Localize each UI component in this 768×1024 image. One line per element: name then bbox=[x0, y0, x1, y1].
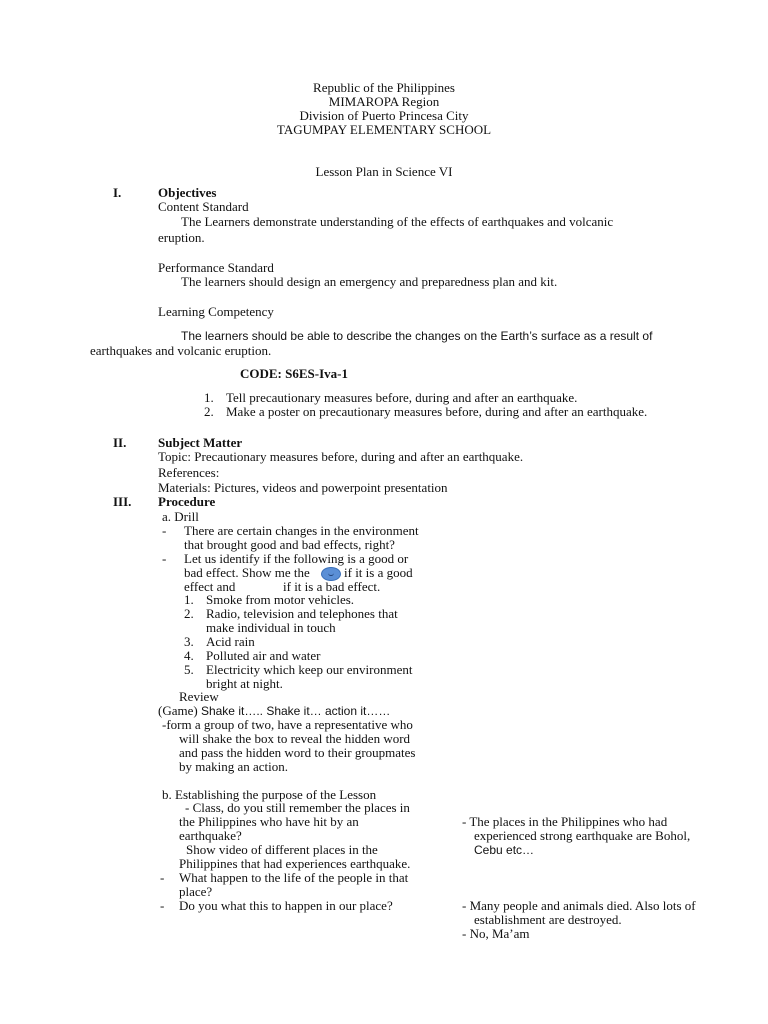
header-school: TAGUMPAY ELEMENTARY SCHOOL bbox=[276, 122, 492, 137]
performance-standard-label: Performance Standard bbox=[158, 260, 274, 275]
subject-materials: Materials: Pictures, videos and powerpoint presentation bbox=[158, 480, 448, 495]
subject-matter-numeral: II. bbox=[113, 435, 127, 450]
purpose-text-5: Philippines that had experiences earthquake. bbox=[179, 856, 411, 871]
effect-item-num-1: 1. bbox=[184, 592, 194, 607]
objective-item-num-1: 1. bbox=[204, 390, 214, 405]
learning-competency-label: Learning Competency bbox=[158, 304, 274, 319]
answer-1b: experienced strong earthquake are Bohol, bbox=[474, 828, 691, 843]
effect-item-2-cont: make individual in touch bbox=[206, 620, 336, 635]
answer-2b: establishment are destroyed. bbox=[474, 912, 622, 927]
performance-standard-text: The learners should design an emergency and preparedness plan and kit. bbox=[181, 274, 558, 289]
review-label: Review bbox=[179, 689, 219, 704]
subject-topic: Topic: Precautionary measures before, during and after an earthquake. bbox=[158, 449, 524, 464]
drill-text-2a: Let us identify if the following is a good or bbox=[184, 551, 409, 566]
drill-dash-2: - bbox=[162, 551, 167, 566]
drill-label: a. Drill bbox=[162, 509, 199, 524]
objective-item-1: Tell precautionary measures before, during and after an earthquake. bbox=[226, 390, 578, 405]
drill-text-2b-post: if it is a good bbox=[344, 565, 413, 580]
content-standard-text-cont: eruption. bbox=[158, 230, 205, 245]
drill-text-1a: There are certain changes in the environment bbox=[184, 523, 419, 538]
effect-item-2: Radio, television and telephones that bbox=[206, 606, 398, 621]
document-title: Lesson Plan in Science VI bbox=[315, 164, 453, 179]
purpose-label: b. Establishing the purpose of the Lesson bbox=[162, 787, 377, 802]
purpose-text-1: - Class, do you still remember the places in bbox=[185, 800, 410, 815]
objective-item-2: Make a poster on precautionary measures before, during and after an earthquake. bbox=[226, 404, 648, 419]
drill-text-2b-pre: bad effect. Show me the bbox=[184, 565, 310, 580]
learning-competency-text: The learners should be able to describe the changes on the Earth’s surface as a result of bbox=[181, 329, 653, 343]
drill-dash-1: - bbox=[162, 523, 167, 538]
content-standard-label: Content Standard bbox=[158, 199, 249, 214]
effect-item-1: Smoke from motor vehicles. bbox=[206, 592, 355, 607]
effect-item-5: Electricity which keep our environment bbox=[206, 662, 413, 677]
header-republic: Republic of the Philippines bbox=[313, 80, 455, 95]
game-prefix: (Game) bbox=[158, 703, 201, 718]
effect-item-num-3: 3. bbox=[184, 634, 194, 649]
effect-item-5-cont: bright at night. bbox=[206, 676, 283, 691]
purpose-dash-6: - bbox=[160, 870, 165, 885]
purpose-text-3: earthquake? bbox=[179, 828, 242, 843]
header-region: MIMAROPA Region bbox=[328, 94, 440, 109]
effect-item-num-5: 5. bbox=[184, 662, 194, 677]
drill-text-2c-post: if it is a bad effect. bbox=[283, 579, 381, 594]
subject-references: References: bbox=[158, 465, 220, 480]
purpose-text-7: Do you what this to happen in our place? bbox=[179, 898, 393, 913]
effect-item-4: Polluted air and water bbox=[206, 648, 321, 663]
purpose-text-6a: What happen to the life of the people in that bbox=[179, 870, 409, 885]
content-standard-text: The Learners demonstrate understanding of the effects of earthquakes and volcanic bbox=[181, 214, 614, 229]
objectives-numeral: I. bbox=[113, 185, 122, 200]
game-title: Shake it….. Shake it… action it…… bbox=[200, 704, 391, 718]
subject-matter-heading: Subject Matter bbox=[158, 435, 243, 450]
answer-1c: Cebu etc… bbox=[474, 843, 535, 857]
effect-item-num-4: 4. bbox=[184, 648, 194, 663]
drill-text-1b: that brought good and bad effects, right? bbox=[184, 537, 395, 552]
game-text-4: by making an action. bbox=[179, 759, 289, 774]
drill-text-2c-pre: effect and bbox=[184, 579, 236, 594]
procedure-numeral: III. bbox=[113, 494, 132, 509]
answer-1a: - The places in the Philippines who had bbox=[462, 814, 668, 829]
purpose-text-2: the Philippines who have hit by an bbox=[179, 814, 359, 829]
effect-item-num-2: 2. bbox=[184, 606, 194, 621]
purpose-dash-7: - bbox=[160, 898, 165, 913]
procedure-heading: Procedure bbox=[158, 494, 216, 509]
game-text-1: -form a group of two, have a representative who bbox=[162, 717, 413, 732]
answer-3: - No, Ma’am bbox=[462, 926, 530, 941]
header-division: Division of Puerto Princesa City bbox=[299, 108, 469, 123]
game-line bbox=[158, 704, 390, 718]
learning-competency-text-cont: earthquakes and volcanic eruption. bbox=[90, 343, 272, 358]
game-text-2: will shake the box to reveal the hidden word bbox=[179, 731, 411, 746]
objectives-heading: Objectives bbox=[158, 185, 217, 200]
game-text-3: and pass the hidden word to their groupmates bbox=[179, 745, 416, 760]
purpose-text-6b: place? bbox=[179, 884, 213, 899]
answer-2a: - Many people and animals died. Also lots of bbox=[462, 898, 696, 913]
lesson-code: CODE: S6ES-Iva-1 bbox=[240, 366, 348, 381]
effect-item-3: Acid rain bbox=[206, 634, 255, 649]
purpose-text-4: Show video of different places in the bbox=[186, 842, 378, 857]
objective-item-num-2: 2. bbox=[204, 404, 214, 419]
